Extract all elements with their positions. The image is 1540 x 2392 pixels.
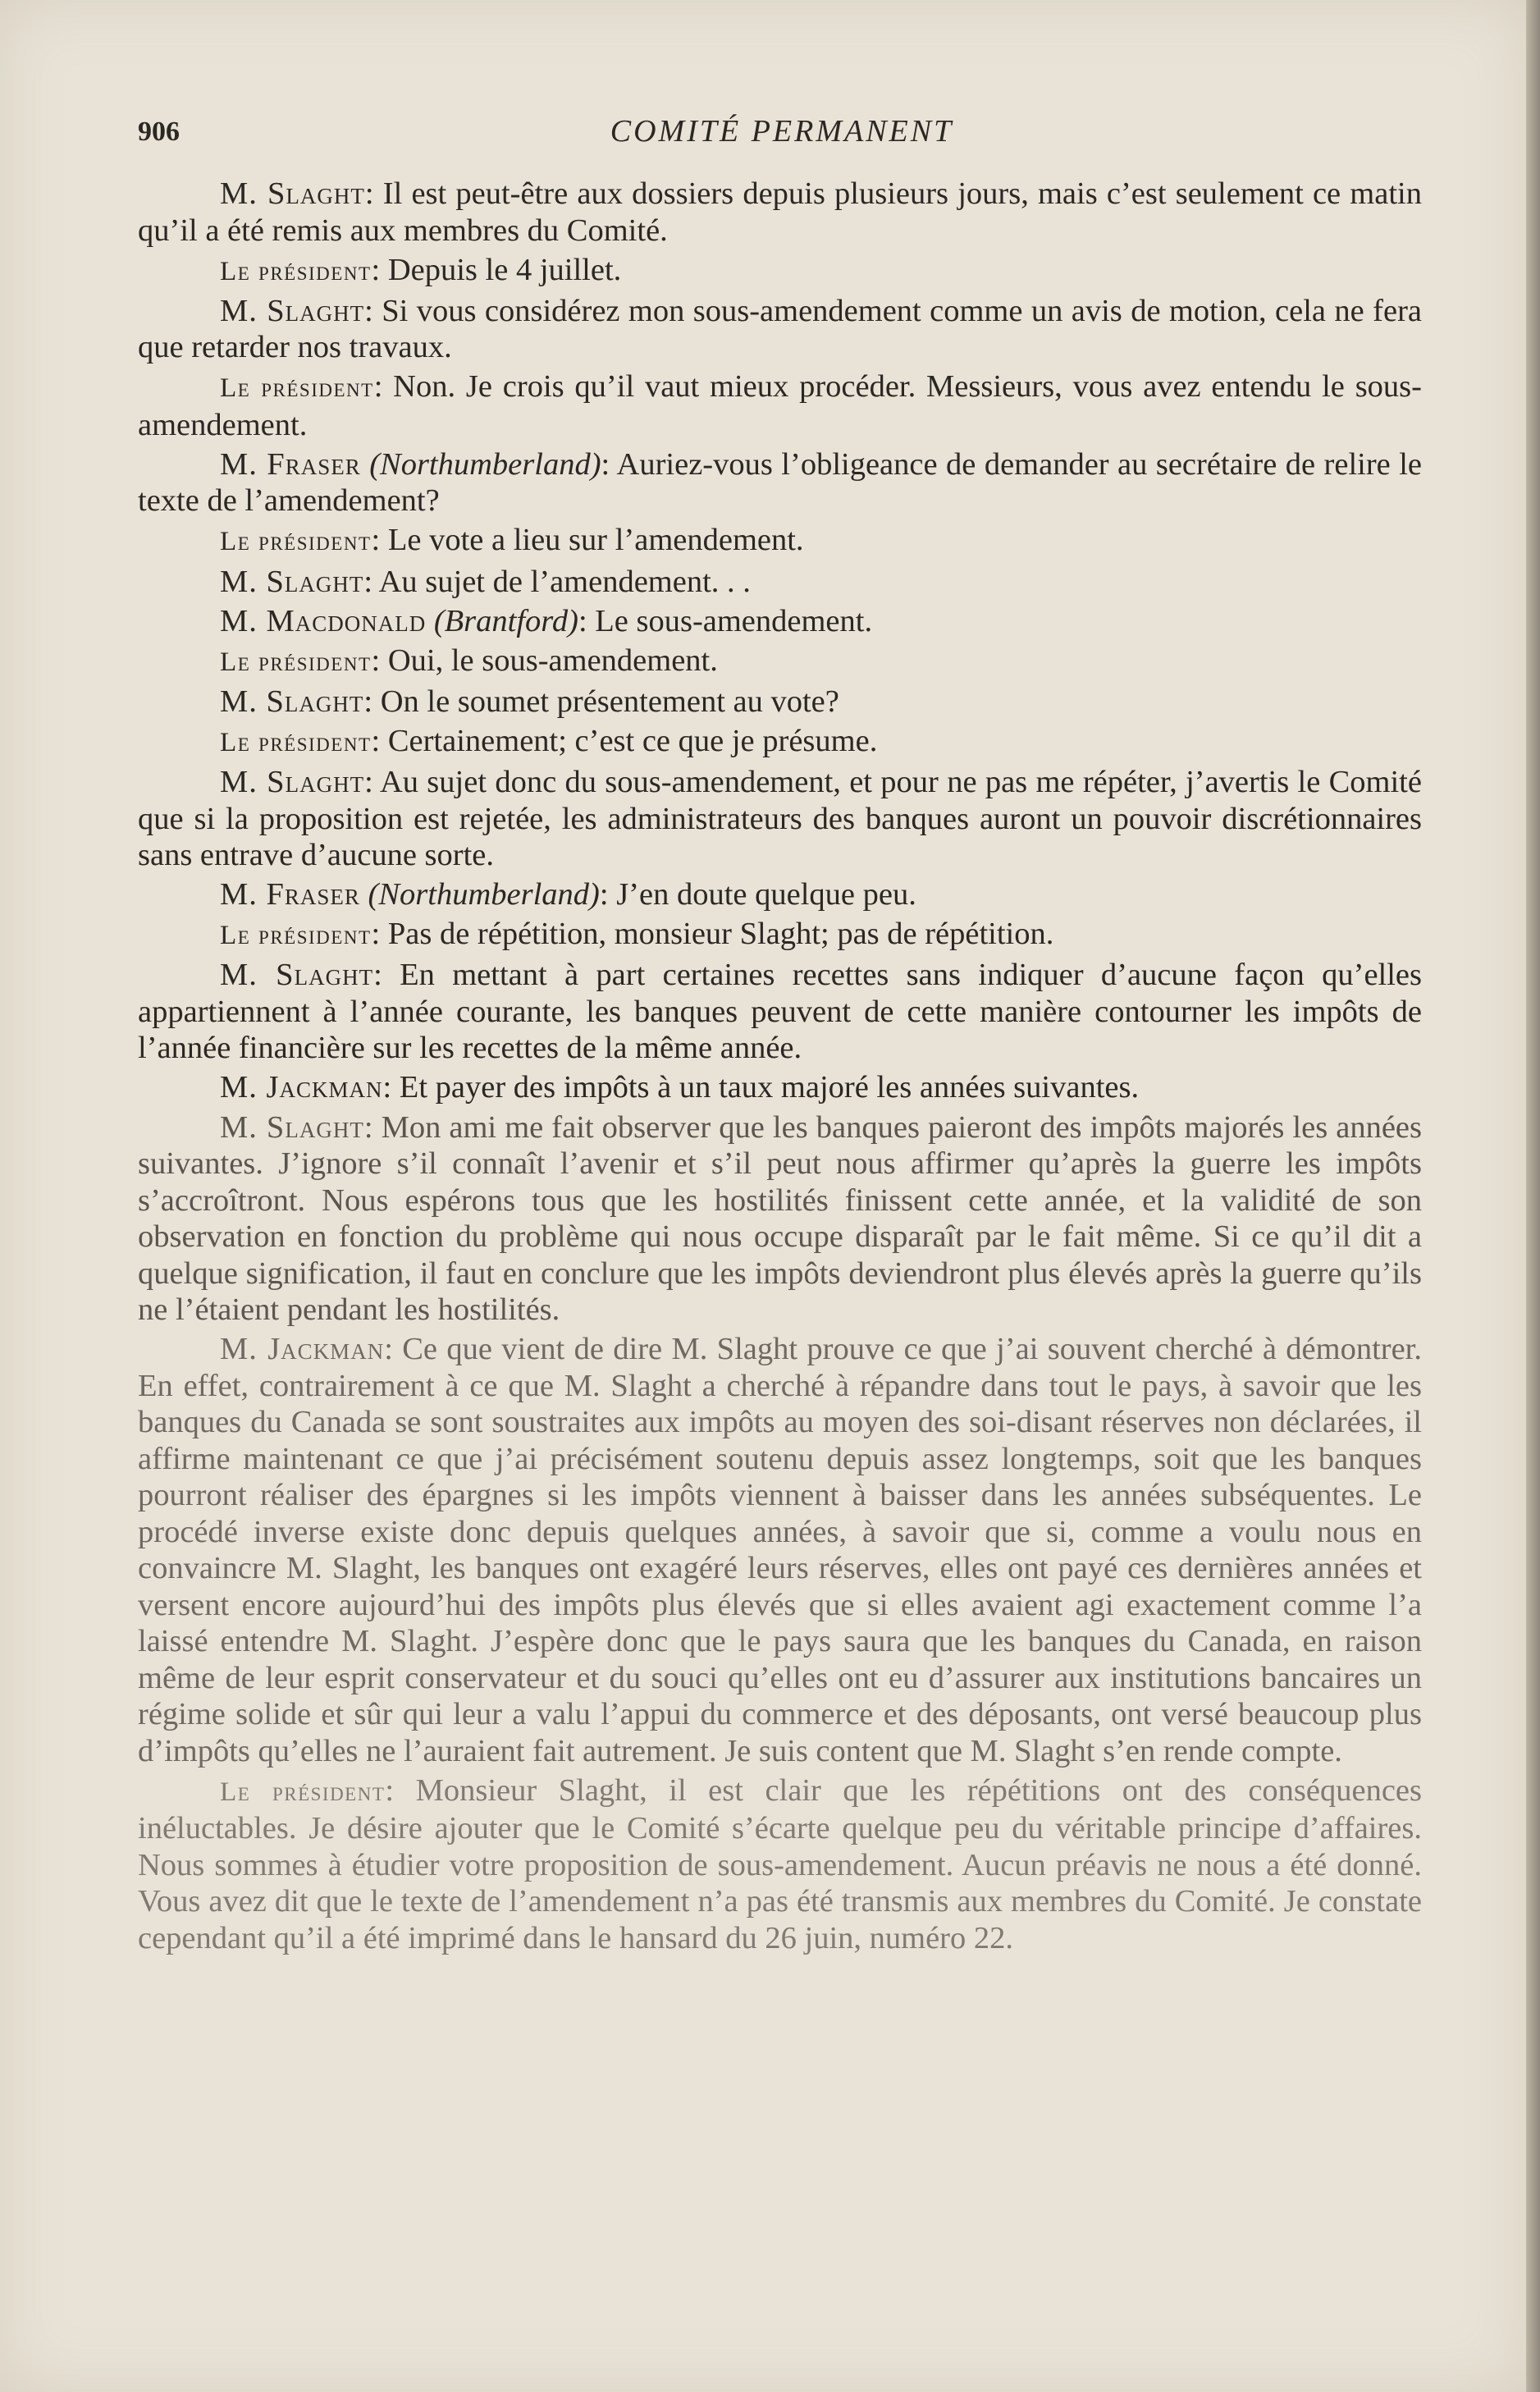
speech-text: : Certainement; c’est ce que je présume. [371, 723, 878, 758]
paragraph [138, 293, 1422, 366]
speaker-name: Le président [220, 646, 372, 677]
speaker-name: M. Slaght [220, 564, 364, 599]
speech-text: : J’en doute quelque peu. [599, 877, 916, 912]
speaker-name: Le président [220, 255, 372, 286]
paragraph [138, 1331, 1422, 1769]
speech-text: : En mettant à part certaines recettes sans indiquer d’aucune façon qu’elles appartiennent à l’année courante, les banques peuvent de cette manière contourner les impôts de l’année financière sur les recettes de la même année. [138, 958, 1422, 1066]
paragraph [138, 1069, 1422, 1106]
speaker-name: M. Slaght [220, 176, 365, 211]
speaker-name: M. Fraser [220, 877, 360, 912]
speech-text: : Oui, le sous-amendement. [371, 643, 718, 678]
speech-text: : Ce que vient de dire M. Slaght prouve ce que j’ai souvent cherché à démontrer. En effet, contrairement à ce que M. Slaght a cherché à répandre dans tout le pays, à savoir que les banques du Canada se sont soustraites aux impôts au moyen des soi-disant réserves non déclarées, il affirme maintenant ce que j’ai précisément soutenu depuis assez longtemps, soit que les banques pourront réaliser des épargnes si les impôts viennent à baisser dans les années subséquentes. Le procédé inverse existe donc depuis quelques années, à savoir que si, comme a voulu nous en convaincre M. Slaght, les banques ont exagéré leurs réserves, elles ont payé ces dernières années et versent encore aujourd’hui des impôts plus élevés que si elles avaient agi exactement comme l’a laissé entendre M. Slaght. J’espère donc que le pays saura que les banques du Canada, en raison même de leur esprit conservateur et du souci qu’elles ont eu d’assurer aux institutions bancaires un régime solide et sûr qui leur a valu l’appui du commerce et des déposants, ont versé beaucoup plus d’impôts qu’elles ne l’auraient fait autrement. Je suis content que M. Slaght s’en rende compte. [138, 1332, 1422, 1768]
transcript-body [138, 176, 1422, 1960]
riding-name: (Northumberland) [368, 877, 600, 912]
paragraph [138, 522, 1422, 560]
paragraph [138, 723, 1422, 762]
speech-text: : Au sujet de l’amendement. . . [363, 564, 751, 599]
speaker-name: M. Jackman [220, 1070, 383, 1105]
speaker-name: M. Slaght [220, 684, 364, 719]
riding-name: (Northumberland) [369, 446, 601, 482]
paragraph [138, 564, 1422, 601]
paragraph [138, 1109, 1422, 1329]
page-header [138, 105, 1426, 154]
paragraph [138, 643, 1422, 681]
speaker-name: Le président [220, 920, 372, 951]
riding-name: (Brantford) [433, 603, 578, 638]
paragraph [138, 957, 1422, 1067]
speech-text: : On le soumet présentement au vote? [363, 684, 839, 719]
speaker-name: Le président [220, 726, 372, 757]
paragraph [138, 876, 1422, 913]
speech-text: : Mon ami me fait observer que les banques paieront des impôts majorés les années suivantes. J’ignore s’il connaît l’avenir et s’il peut nous affirmer qu’après la guerre les impôts s’accroîtront. Nous espérons tous que les hostilités finissent cette année, et la validité de son observation en fonction du problème qui nous occupe disparaît par le fait même. Si ce qu’il dit a quelque signification, il faut en conclure que les impôts deviendront plus élevés après la guerre qu’ils ne l’étaient pendant les hostilités. [138, 1109, 1422, 1327]
paragraph [138, 603, 1422, 640]
speech-text: : Non. Je crois qu’il vaut mieux procéder. Messieurs, vous avez entendu le sous-amendement. [138, 369, 1422, 442]
speech-text: : Le vote a lieu sur l’amendement. [371, 523, 804, 558]
speaker-name: M. Slaght [220, 765, 365, 800]
speaker-name: M. Slaght [220, 1109, 364, 1145]
speech-text: : Il est peut-être aux dossiers depuis plusieurs jours, mais c’est seulement ce matin qu’il a été remis aux membres du Comité. [138, 176, 1422, 248]
speaker-name: Le président [220, 373, 374, 404]
page-edge-shadow [1526, 0, 1540, 2392]
speaker-name: Le président [220, 526, 372, 557]
speaker-name: M. Slaght [220, 958, 374, 993]
speaker-name: M. Macdonald [220, 603, 427, 638]
paragraph [138, 368, 1422, 443]
paragraph [138, 446, 1422, 519]
speech-text: : Et payer des impôts à un taux majoré les années suivantes. [382, 1070, 1140, 1105]
speech-text: : Le sous-amendement. [578, 603, 873, 638]
speaker-name: Le président [220, 1776, 386, 1807]
paragraph [138, 252, 1422, 290]
paragraph [138, 916, 1422, 954]
paragraph [138, 1772, 1422, 1957]
speaker-name: M. Jackman [220, 1332, 385, 1367]
speech-text: : Au sujet donc du sous-amendement, et pour ne pas me répéter, j’avertis le Comité que si la proposition est rejetée, les administrateurs des banques auront un pouvoir discrétionnaires sans entrave d’aucune sorte. [138, 765, 1422, 873]
speech-text: : Auriez-vous l’obligeance de demander au secrétaire de relire le texte de l’amendement? [138, 446, 1422, 519]
page-number: 906 [138, 117, 180, 147]
paragraph [138, 764, 1422, 874]
running-head: COMITÉ PERMANENT [610, 114, 954, 149]
paragraph [138, 176, 1422, 249]
speech-text: : Pas de répétition, monsieur Slaght; pas de répétition. [371, 917, 1054, 952]
paragraph [138, 684, 1422, 720]
speech-text: : Monsieur Slaght, il est clair que les répétitions ont des conséquences inéluctables. Je désire ajouter que le Comité s’écarte quelque peu du véritable principe d’affaires. Nous sommes à étudier votre proposition de sous-amendement. Aucun préavis ne nous a été donné. Vous avez dit que le texte de l’amendement n’a pas été transmis aux membres du Comité. Je constate cependant qu’il a été imprimé dans le hansard du 26 juin, numéro 22. [138, 1772, 1422, 1955]
speech-text: : Depuis le 4 juillet. [371, 252, 622, 287]
speech-text: : Si vous considérez mon sous-amendement comme un avis de motion, cela ne fera que retarder nos travaux. [138, 293, 1422, 365]
speaker-name: M. Fraser [220, 446, 361, 482]
speaker-name: M. Slaght [220, 293, 365, 328]
